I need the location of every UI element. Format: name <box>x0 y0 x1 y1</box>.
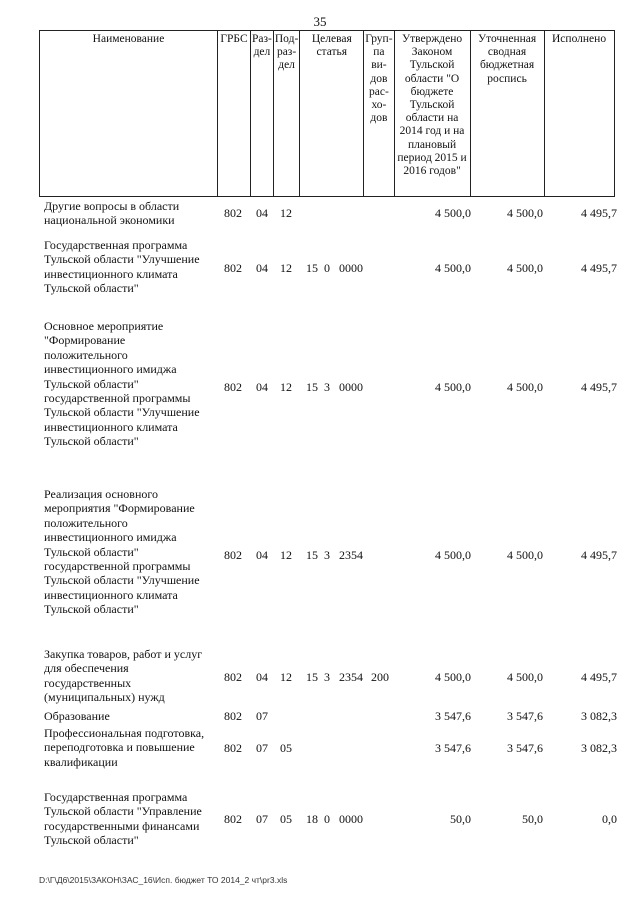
row-grbs: 802 <box>224 670 242 684</box>
row-refined: 3 547,6 <box>507 709 543 723</box>
row-podrazdel: 12 <box>280 206 292 220</box>
row-approved: 50,0 <box>450 812 471 826</box>
row-name: Основное мероприятие "Формирование положительного инвестиционного имиджа Тульской области" государственной программы Тульской области "Улучшение инвестиционного климата Тульской области" <box>44 319 200 449</box>
row-refined: 3 547,6 <box>507 741 543 755</box>
row-grbs: 802 <box>224 206 242 220</box>
header-vid: Груп- па ви- дов рас- хо- дов <box>364 31 394 197</box>
row-approved: 3 547,6 <box>435 741 471 755</box>
page-number: 35 <box>313 14 327 29</box>
row-approved: 4 500,0 <box>435 206 471 220</box>
row-grbs: 802 <box>224 709 242 723</box>
row-podrazdel: 12 <box>280 548 292 562</box>
row-target-code: 2354 <box>339 548 363 562</box>
row-executed: 3 082,3 <box>581 709 617 723</box>
row-approved: 4 500,0 <box>435 670 471 684</box>
row-refined: 4 500,0 <box>507 261 543 275</box>
row-executed: 4 495,7 <box>581 261 617 275</box>
row-podrazdel: 12 <box>280 380 292 394</box>
row-executed: 4 495,7 <box>581 380 617 394</box>
header-target: Целевая статья <box>300 31 364 197</box>
row-target-program: 18 <box>306 812 318 826</box>
row-approved: 3 547,6 <box>435 709 471 723</box>
row-podrazdel: 12 <box>280 670 292 684</box>
row-podrazdel: 12 <box>280 261 292 275</box>
row-approved: 4 500,0 <box>435 548 471 562</box>
row-target-program: 15 <box>306 548 318 562</box>
row-target-code: 0000 <box>339 261 363 275</box>
row-name: Другие вопросы в области национальной экономики <box>44 199 180 228</box>
row-executed: 4 495,7 <box>581 670 617 684</box>
header-grbs: ГРБС <box>218 31 251 197</box>
row-vid: 200 <box>371 670 389 684</box>
row-name: Государственная программа Тульской области "Управление государственными финансами Тульской области" <box>44 790 202 848</box>
row-executed: 3 082,3 <box>581 741 617 755</box>
row-razdel: 07 <box>256 741 268 755</box>
row-executed: 4 495,7 <box>581 206 617 220</box>
row-grbs: 802 <box>224 380 242 394</box>
row-refined: 50,0 <box>522 812 543 826</box>
row-target-subprogram: 0 <box>324 812 330 826</box>
header-podrazdel: Под- раз- дел <box>273 31 299 197</box>
row-target-code: 0000 <box>339 380 363 394</box>
row-grbs: 802 <box>224 741 242 755</box>
row-razdel: 07 <box>256 709 268 723</box>
row-approved: 4 500,0 <box>435 261 471 275</box>
row-refined: 4 500,0 <box>507 670 543 684</box>
row-name: Государственная программа Тульской области "Улучшение инвестиционного климата Тульской области" <box>44 238 200 296</box>
row-refined: 4 500,0 <box>507 548 543 562</box>
row-target-code: 0000 <box>339 812 363 826</box>
row-target-subprogram: 3 <box>324 670 330 684</box>
row-name: Профессиональная подготовка, переподготовка и повышение квалификации <box>44 726 205 769</box>
header-executed: Исполнено <box>544 31 614 197</box>
row-refined: 4 500,0 <box>507 206 543 220</box>
row-refined: 4 500,0 <box>507 380 543 394</box>
row-target-program: 15 <box>306 380 318 394</box>
row-name: Закупка товаров, работ и услуг для обеспечения государственных (муниципальных) нужд <box>44 647 203 705</box>
row-target-subprogram: 3 <box>324 548 330 562</box>
row-podrazdel: 05 <box>280 741 292 755</box>
row-target-subprogram: 0 <box>324 261 330 275</box>
header-name: Наименование <box>40 31 218 197</box>
row-name: Образование <box>44 709 110 723</box>
header-refined: Уточненная сводная бюджетная роспись <box>470 31 544 197</box>
row-target-code: 2354 <box>339 670 363 684</box>
row-target-program: 15 <box>306 261 318 275</box>
row-razdel: 04 <box>256 548 268 562</box>
row-grbs: 802 <box>224 261 242 275</box>
file-path-footer: D:\Г\Д6\2015\ЗАКОН\ЗАС_16\Исп. бюджет ТО 2014_2 чт\pr3.xls <box>39 875 288 885</box>
row-razdel: 04 <box>256 206 268 220</box>
row-target-subprogram: 3 <box>324 380 330 394</box>
row-target-program: 15 <box>306 670 318 684</box>
header-razdel: Раз- дел <box>251 31 274 197</box>
row-razdel: 04 <box>256 380 268 394</box>
row-grbs: 802 <box>224 548 242 562</box>
row-razdel: 04 <box>256 670 268 684</box>
row-razdel: 07 <box>256 812 268 826</box>
row-podrazdel: 05 <box>280 812 292 826</box>
row-executed: 4 495,7 <box>581 548 617 562</box>
row-executed: 0,0 <box>602 812 617 826</box>
row-name: Реализация основного мероприятия "Формирование положительного инвестиционного имиджа Тульской области" государственной программы Тульской области "Улучшение инвестиционного климата Тульской области" <box>44 487 200 617</box>
header-approved: Утверждено Законом Тульской области "О бюджете Тульской области на 2014 год и на плановый период 2015 и 2016 годов" <box>394 31 470 197</box>
row-razdel: 04 <box>256 261 268 275</box>
row-grbs: 802 <box>224 812 242 826</box>
row-approved: 4 500,0 <box>435 380 471 394</box>
